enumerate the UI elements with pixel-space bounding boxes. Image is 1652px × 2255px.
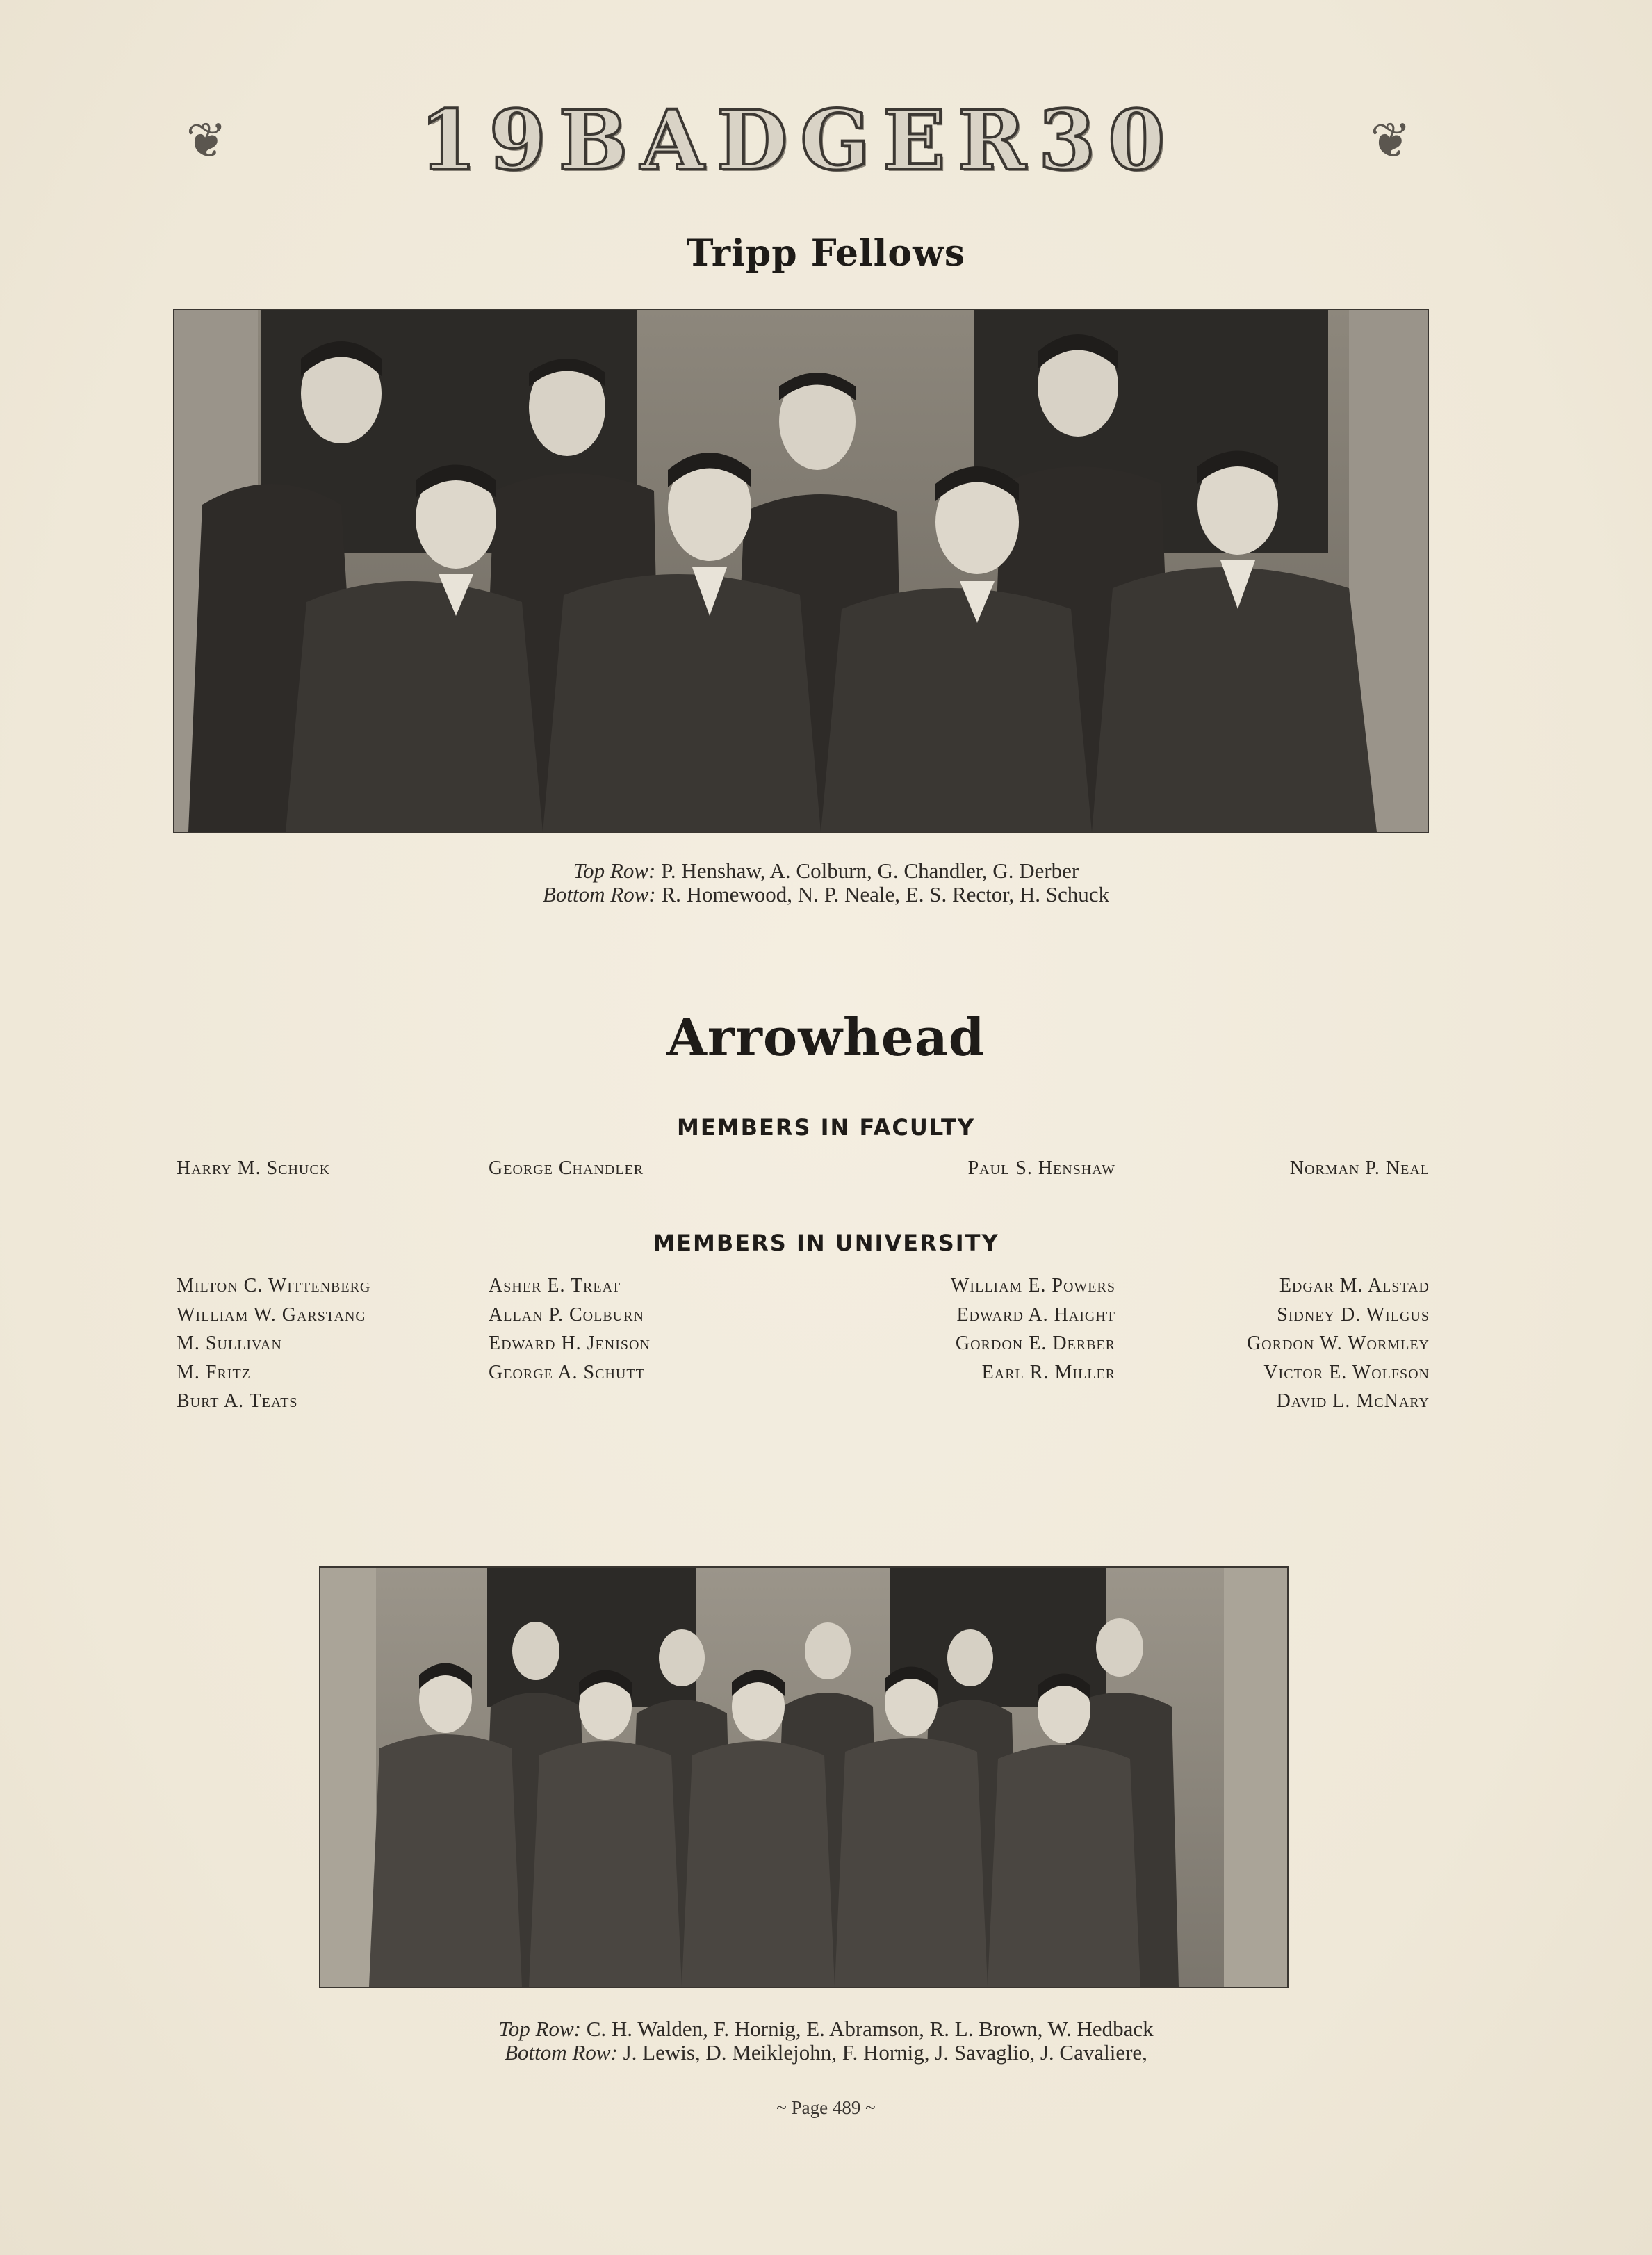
arrowhead-caption [0,2017,1652,2065]
member-name: Allan P. Colburn [489,1303,644,1326]
university-column-2 [489,1271,651,1387]
member-name: Victor E. Wolfson [1263,1361,1430,1383]
yearbook-banner [175,92,1422,188]
arrowhead-photo [320,1568,1287,1987]
faculty-name-text: Paul S. Henshaw [967,1157,1115,1179]
member-name: Earl R. Miller [981,1361,1115,1383]
faculty-heading: MEMBERS IN FACULTY [677,1114,975,1141]
member-name: Sidney D. Wilgus [1277,1303,1430,1326]
member-name: George A. Schutt [489,1361,645,1383]
caption-top-label: Top Row: [573,858,656,883]
member-name: Asher E. Treat [489,1275,621,1296]
faculty-name [489,1154,644,1183]
faculty-name-text: George Chandler [489,1157,644,1179]
university-column-3 [951,1271,1115,1387]
caption-top-label: Top Row: [498,2017,581,2041]
member-name: David L. McNary [1276,1390,1430,1412]
member-name: William W. Garstang [177,1303,366,1326]
university-column-1 [177,1271,370,1416]
tripp-fellows-caption [0,859,1652,906]
page-number: ~ Page 489 ~ [776,2097,876,2118]
tripp-fellows-photo [174,310,1428,832]
member-name: Gordon W. Wormley [1246,1333,1430,1354]
faculty-name [968,1154,1115,1183]
member-name: Gordon E. Derber [955,1333,1115,1354]
caption-bottom-label: Bottom Row: [505,2040,618,2065]
arrowhead-title: Arrowhead [666,1008,986,1068]
faculty-name-text: Harry M. Schuck [177,1157,331,1179]
member-name: Burt A. Teats [177,1390,298,1412]
member-name: Edward H. Jenison [489,1333,651,1354]
member-name: William E. Powers [950,1275,1115,1296]
ornament-icon: ❦ [1370,112,1412,169]
faculty-name [1290,1154,1430,1183]
ornament-icon: ❦ [186,112,227,169]
university-heading: MEMBERS IN UNIVERSITY [653,1230,999,1256]
member-name: Milton C. Wittenberg [177,1275,371,1296]
banner-text: 19BADGER30 [419,92,1178,188]
university-column-4 [1247,1271,1430,1416]
faculty-name [177,1154,330,1183]
faculty-name-text: Norman P. Neal [1289,1157,1430,1179]
tripp-fellows-title: Tripp Fellows [686,232,966,275]
member-name: M. Sullivan [177,1333,282,1354]
caption-top-names: P. Henshaw, A. Colburn, G. Chandler, G. Derber [661,858,1079,883]
caption-bottom-names: J. Lewis, D. Meiklejohn, F. Hornig, J. Savaglio, J. Cavaliere, [623,2040,1147,2065]
member-name: Edward A. Haight [956,1303,1115,1326]
caption-top-names: C. H. Walden, F. Hornig, E. Abramson, R. L. Brown, W. Hedback [586,2017,1154,2041]
caption-bottom-names: R. Homewood, N. P. Neale, E. S. Rector, H. Schuck [661,882,1109,906]
member-name: M. Fritz [177,1361,251,1383]
caption-bottom-label: Bottom Row: [542,882,656,906]
member-name: Edgar M. Alstad [1279,1275,1430,1296]
